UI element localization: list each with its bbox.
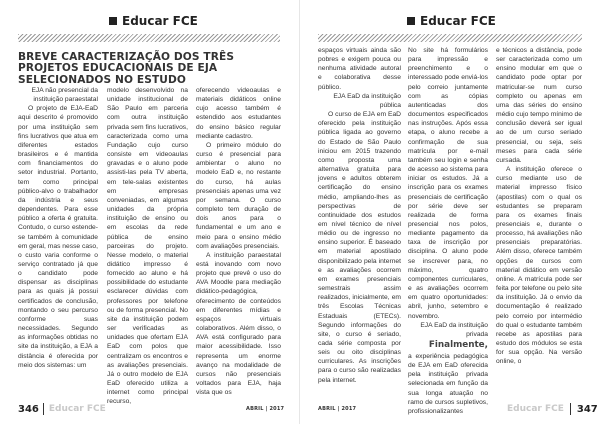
right-column-3 (496, 46, 582, 392)
paragraph: O curso de EJA em EaD oferecido pela instituição pública ligada ao governo do Estado de São Paulo iniciou em 2015 trazendo como proposta uma alternativa gratuita para jovens e adultos obterem certificação do ensino médio, ampliando-lhes as perspectivas de continuidade dos estudos em nível técnico de nível médio ou de ingresso no ensino superior. É baseado em material apostilado disponibilizado pela internet e as avaliações ocorrem em exames presenciais semestrais assim realizados, inicialmente, em três Escolas Técnicas Estaduais (ETECs). Segundo informações do site, o curso é seriado, cada série composta por seis ou oito disciplinas curriculares. As inscrições para o curso são realizadas pela internet. (318, 111, 401, 384)
right-hatched-rule (318, 34, 582, 42)
page-number-left: 346 (18, 403, 39, 415)
right-header-title: Educar FCE (420, 14, 496, 28)
paragraph: e técnicos a distância, pode ser caracterizada como um ensino modular em que o candidato pode optar por matricular-se num curso completo ou apenas em uma das séries do ensino médio cujo tempo mínimo de conclusão deverá ser igual ao de um curso seriado presencial, ou seja, seis meses para cada série cursada. (496, 47, 582, 164)
right-footer-date-wrap (318, 402, 356, 416)
right-page (300, 0, 600, 424)
left-column-3 (196, 86, 281, 397)
article-title: BREVE CARACTERIZAÇÃO DOS TRÊS PROJETOS EDUCACIONAIS DE EJA SELECIONADOS NO ESTUDO (18, 51, 235, 86)
section-heading: EJA não presencial da instituição paraestatal (31, 87, 98, 104)
square-bullet-icon (407, 17, 415, 25)
paragraph: O projeto de EJA-EaD aqui descrito é promovido por uma instituição sem fins lucrativos que atua em diferentes estados brasileiros e é mantida com financiamentos do setor industrial. Portanto, tem como principal público-alvo o trabalhador da indústria e seus dependentes. Para esse público a oferta é gratuita. Contudo, o curso estende-se também à comunidade em geral, mas nesse caso, o custo varia conforme o serviço contratado já que o candidato pode dispensar as disciplinas para as quais já possui certificados de conclusão, montando o seu percurso conforme suas necessidades. Segundo as informações obtidas no site da instituição, a EJA a distância é oferecida por meio dos sistemas: um (18, 105, 98, 369)
left-footer-date-wrap (246, 402, 284, 416)
left-footer (18, 402, 106, 416)
left-magazine-header (109, 14, 198, 28)
page-number-right: 347 (576, 403, 598, 415)
right-footer-brand: Educar FCE (507, 404, 564, 414)
paragraph: a experiência pedagógica de EJA em EaD oferecida pela instituição privada selecionada em função da sua longa atuação no ramo de cursos supletivos, profissionalizantes (408, 353, 488, 415)
paragraph: modelo desenvolvido na unidade institucional de São Paulo em parceria com outra instituição privada sem fins lucrativos, caracterizada como uma Fundação cujo curso consiste em videoaulas gravadas e o aluno pode assisti-las pela TV aberta, em tele-salas existentes em empresas conveniadas, em algumas unidades da própria instituição de ensino ou em escolas da rede pública de ensino parceiras do projeto. Nesse modelo, o material didático impresso é fornecido ao aluno e há possibilidade do estudante esclarecer dúvidas com professores por telefone ou de forma presencial. No site da instituição podem ser verificadas as unidades que ofertam EJA EaD com polos que centralizam os encontros e as avaliações presenciais. Já o outro modelo de EJA EaD oferecido utiliza a internet como principal recurso, (107, 87, 188, 406)
section-heading: EJA EaD da instituição privada (420, 321, 488, 338)
right-magazine-header (407, 14, 496, 28)
square-bullet-icon (109, 17, 117, 25)
right-footer-separator (570, 403, 571, 415)
left-hatched-rule (18, 34, 280, 42)
right-footer-date: ABRIL | 2017 (318, 406, 357, 412)
section-lead-word: Finalmente, (428, 340, 488, 350)
right-column-1 (318, 46, 401, 392)
left-column-2 (107, 86, 188, 406)
left-footer-separator (43, 403, 44, 415)
paragraph: A instituição paraestatal está inovando com novo projeto que prevê o uso do AVA Moodle para mediação didático-pedagógica, oferecimento de conteúdos em diferentes mídias e espaços virtuais colaborativos. Além disso, o AVA está configurado para maior acessibilidade. Isso representa um enorme avanço na modalidade de cursos não presenciais voltados para EJA, haja vista que os (196, 251, 281, 397)
right-column-2 (408, 46, 488, 415)
paragraph: espaços virtuais ainda são pobres e exigem pouca ou nenhuma atividade autoral e colaborativa desse público. (318, 47, 401, 91)
left-column-1 (18, 86, 98, 392)
left-footer-date: ABRIL | 2017 (246, 406, 285, 412)
section-heading: EJA EaD da instituição pública (333, 92, 401, 109)
left-footer-brand: Educar FCE (48, 404, 106, 414)
left-header-title: Educar FCE (122, 14, 198, 28)
right-footer (507, 402, 598, 416)
paragraph: oferecendo videoaulas e materiais didáticos online cujo acesso também é estendido aos estudantes do ensino básico regular mediante cadastro. (196, 87, 281, 140)
paragraph: No site há formulários para impressão e preenchimento e o interessado pode enviá-los pelo correio juntamente com as cópias autenticadas dos documentos especificados nas instruções. Após essa etapa, o aluno recebe a confirmação de sua matrícula por e-mail também seu login e senha de acesso ao sistema para iniciar os estudos. Já a inscrição para os exames presenciais de certificação por série deve ser realizada de forma presencial nos polos, mediante pagamento da taxa de inscrição por disciplina. O aluno pode se inscrever para, no máximo, quatro componentes curriculares, e as avaliações ocorrem em quatro oportunidades: abril, junho, setembro e novembro. (408, 47, 488, 320)
paragraph: O primeiro módulo do curso é presencial para ambientar o aluno no modelo EaD e, no restante do curso, há aulas presenciais apenas uma vez por semana. O curso completo tem duração de dois anos para o fundamental e um ano e meio para o ensino médio com avaliações presenciais. (196, 141, 281, 250)
paragraph: A instituição oferece o curso mediante uso de material impresso físico (apostilas) com o qual os estudantes se preparam para os exames finais presenciais e, durante o processo, há avaliações não presenciais preparatórias. Além disso, oferece também opções de cursos com material didático em versão online. A matrícula pode ser feita por telefone ou pelo site da instituição. Já o envio da documentação é realizado pelo correio por intermédio do qual o estudante também recebe as apostilas para estudo dos módulos se esta for sua opção. Na versão online, o (496, 166, 582, 366)
